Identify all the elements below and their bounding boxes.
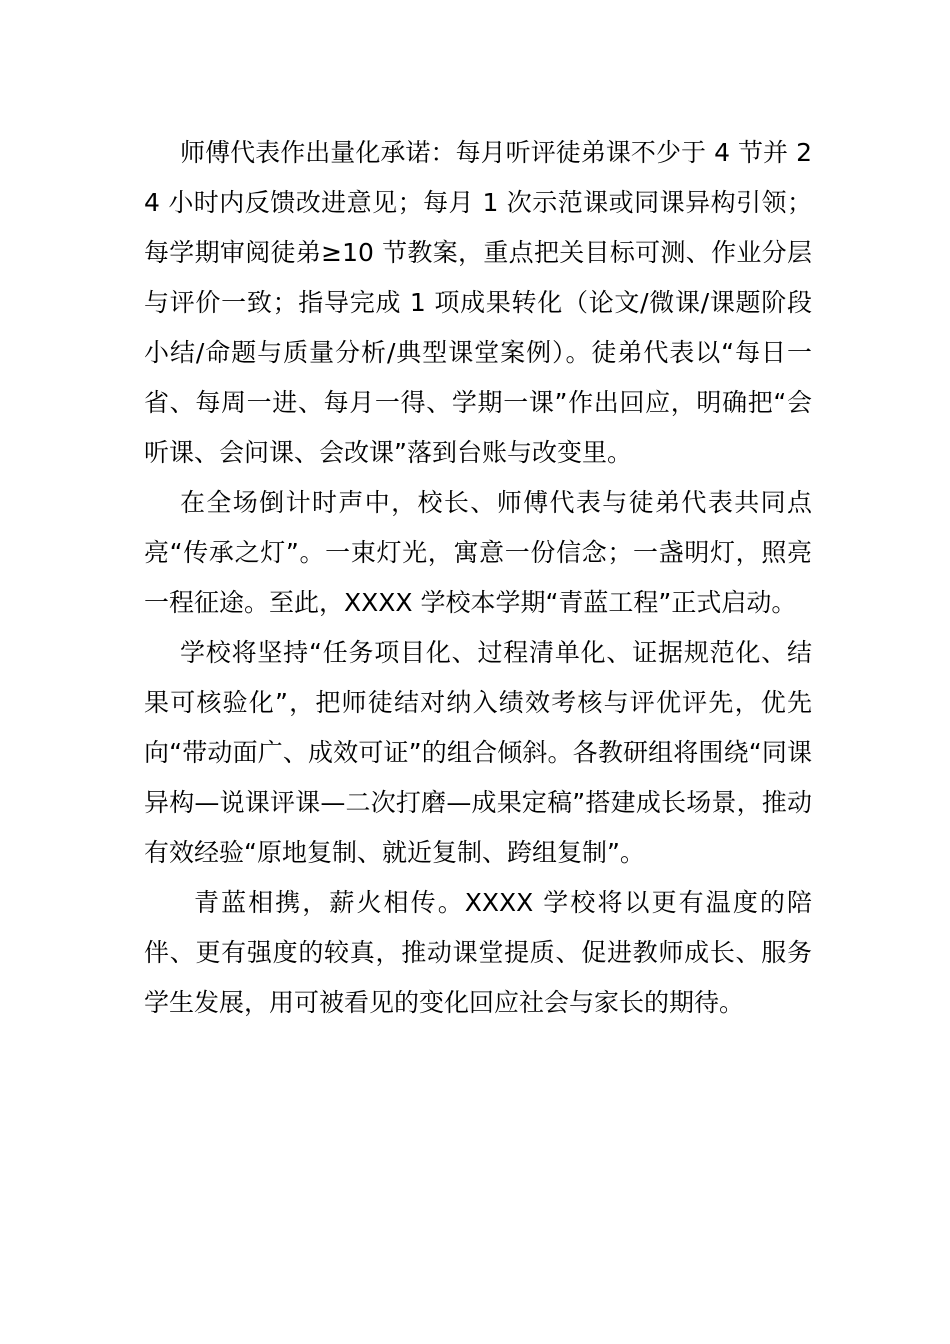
paragraph-lighting-ceremony: 在全场倒计时声中，校长、师傅代表与徒弟代表共同点亮“传承之灯”。一束灯光，寓意一份信念；一盏明灯，照亮一程征途。至此，XXXX 学校本学期“青蓝工程”正式启动。 (144, 488, 812, 617)
paragraph-closing: 青蓝相携，薪火相传。XXXX 学校将以更有温度的陪伴、更有强度的较真，推动课堂提质、促进教师成长、服务学生发展，用可被看见的变化回应社会与家长的期待。 (144, 888, 812, 1017)
document-body (144, 128, 812, 1028)
paragraph-mentor-commitment: 师傅代表作出量化承诺：每月听评徒弟课不少于 4 节并 24 小时内反馈改进意见；每月 1 次示范课或同课异构引领；每学期审阅徒弟≥10 节教案，重点把关目标可测、作业分层与评价一致；指导完成 1 项成果转化（论文/微课/课题阶段小结/命题与质量分析/典型课堂案例）。徒弟代表以“每日一省、每周一进、每月一得、学期一课”作出回应，明确把“会听课、会问课、会改课”落到台账与改变里。 (144, 138, 812, 467)
paragraph-school-measures: 学校将坚持“任务项目化、过程清单化、证据规范化、结果可核验化”，把师徒结对纳入绩效考核与评优评先，优先向“带动面广、成效可证”的组合倾斜。各教研组将围绕“同课异构—说课评课—二次打磨—成果定稿”搭建成长场景，推动有效经验“原地复制、就近复制、跨组复制”。 (144, 638, 812, 867)
